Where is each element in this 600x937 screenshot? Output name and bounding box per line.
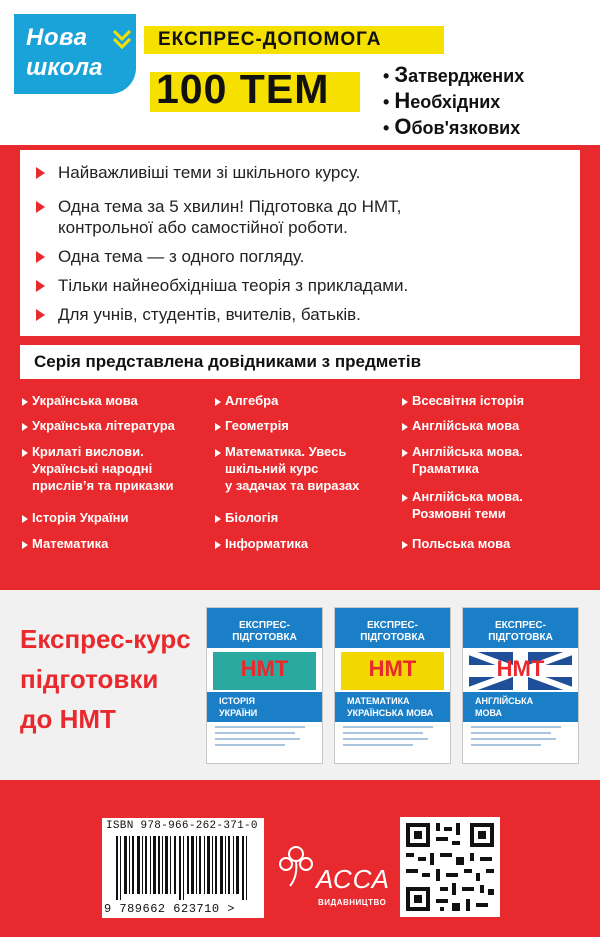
flower-logo-icon [276, 840, 316, 890]
publisher-name: АССА [316, 864, 390, 894]
benefit-4: Тільки найнеобхідніша теорія з прикладами. [58, 276, 409, 295]
promo-line3: до НМТ [20, 704, 116, 734]
subject-item: Англійська мова. [412, 489, 523, 504]
feature-3: • Обов'язкових [383, 114, 521, 139]
feature-1-cap: З [394, 62, 409, 87]
publisher-logo [276, 820, 390, 920]
book-nmt-band [341, 652, 444, 690]
subject-item: Англійська мова [412, 418, 520, 433]
book-series: ЕКСПРЕС-ПІДГОТОВКА [232, 620, 297, 643]
bullet-arrow-icon [36, 280, 45, 292]
book-subject-l1: МАТЕМАТИКА [347, 696, 410, 706]
feature-2-cap: Н [394, 88, 411, 113]
subject-item: Математика [32, 536, 109, 551]
bullet-arrow-icon [36, 309, 45, 321]
feature-1: • Затверджених [383, 62, 525, 87]
subject-arrow-icon [215, 515, 221, 523]
header [0, 0, 600, 145]
subject-item: Українська мова [32, 393, 138, 408]
bullet-arrow-icon [36, 251, 45, 263]
express-title: ЕКСПРЕС-ДОПОМОГА [158, 29, 382, 50]
benefit-5: Для учнів, студентів, вчителів, батьків. [58, 305, 361, 324]
logo-line1: Нова [26, 24, 88, 51]
subject-arrow-icon [215, 449, 221, 457]
isbn-label: ISBN 978-966-262-371-0 [106, 820, 258, 832]
isbn-barcode [102, 818, 264, 918]
subject-item: Польська мова [412, 536, 511, 551]
subject-item: Біологія [225, 510, 279, 525]
book-cover-math [334, 607, 451, 764]
qr-code [400, 817, 500, 917]
publisher-sub: ВИДАВНИЦТВО [318, 898, 387, 907]
subject-arrow-icon [215, 398, 221, 406]
barcode-icon [116, 836, 252, 900]
book-subject-l2: УКРАЇНСЬКА МОВА [347, 708, 434, 718]
book-text-lines [215, 726, 315, 750]
subject-arrow-icon [22, 398, 28, 406]
book-text-lines [343, 726, 443, 750]
express-banner [144, 26, 444, 54]
book-cover-english [462, 607, 579, 764]
subject-item-cont: шкільний курс [225, 461, 319, 476]
book-nmt: НМТ [368, 656, 417, 681]
subject-arrow-icon [22, 541, 28, 549]
subject-arrow-icon [402, 449, 408, 457]
subject-arrow-icon [402, 494, 408, 502]
benefit-3: Одна тема — з одного погляду. [58, 247, 305, 266]
subject-item-cont: Українські народні [32, 461, 153, 476]
promo-line2: підготовки [20, 664, 159, 694]
subject-item-cont: Розмовні теми [412, 506, 506, 521]
subject-arrow-icon [22, 423, 28, 431]
series-title: Серія представлена довідниками з предметів [34, 352, 422, 371]
qr-code-icon [400, 817, 500, 917]
subject-item: Математика. Увесь [225, 444, 347, 459]
subject-arrow-icon [215, 423, 221, 431]
subject-arrow-icon [22, 449, 28, 457]
subject-item-cont: у задачах та виразах [225, 478, 360, 493]
chevron-logo-icon [112, 28, 132, 52]
feature-1-rest: атверджених [408, 66, 525, 86]
book-nmt-band [213, 652, 316, 690]
feature-2: • Необхідних [383, 88, 501, 113]
benefit-2-line2: контрольної або самостійної роботи. [58, 218, 348, 237]
book-subject-l2: МОВА [475, 708, 503, 718]
subject-item: Українська література [32, 418, 175, 433]
subject-item: Історія України [32, 510, 129, 525]
feature-3-cap: О [394, 114, 412, 139]
subject-item-cont: прислів’я та приказки [32, 478, 174, 493]
subject-arrow-icon [402, 398, 408, 406]
feature-2-rest: еобхідних [410, 92, 501, 112]
isbn-digits: 9 789662 623710 > [104, 902, 235, 916]
benefits-panel [20, 150, 580, 336]
book-nmt: НМТ [496, 656, 545, 681]
subject-item: Алгебра [225, 393, 279, 408]
feature-3-rest: бов'язкових [411, 118, 521, 138]
benefit-1: Найважливіші теми зі шкільного курсу. [58, 163, 361, 182]
book-nmt: НМТ [240, 656, 289, 681]
logo [14, 14, 136, 94]
subject-arrow-icon [402, 423, 408, 431]
book-cover-history [206, 607, 323, 764]
subject-item-cont: Граматика [412, 461, 479, 476]
book-subject-l2: УКРАЇНИ [219, 708, 258, 718]
book-series: ЕКСПРЕС-ПІДГОТОВКА [360, 620, 425, 643]
bullet-arrow-icon [36, 167, 45, 179]
promo-line1: Експрес-курс [20, 624, 191, 654]
subject-item: Англійська мова. [412, 444, 523, 459]
subject-item: Всесвітня історія [412, 393, 525, 408]
subject-arrow-icon [22, 515, 28, 523]
subject-item: Геометрія [225, 418, 289, 433]
benefit-2-line1: Одна тема за 5 хвилин! Підготовка до НМТ, [58, 197, 402, 216]
subject-arrow-icon [215, 541, 221, 549]
book-subject-l1: ІСТОРІЯ [219, 696, 256, 706]
book-subject-l1: АНГЛІЙСЬКА [475, 696, 534, 706]
book-nmt-band [469, 652, 572, 690]
hundred-topics: 100 ТЕМ [156, 66, 330, 112]
subject-item: Інформатика [225, 536, 309, 551]
book-text-lines [471, 726, 571, 750]
book-series: ЕКСПРЕС-ПІДГОТОВКА [488, 620, 553, 643]
subject-arrow-icon [402, 541, 408, 549]
series-strip [20, 345, 580, 379]
bullet-arrow-icon [36, 201, 45, 213]
logo-line2: школа [26, 54, 103, 81]
subject-item: Крилаті вислови. [32, 444, 144, 459]
